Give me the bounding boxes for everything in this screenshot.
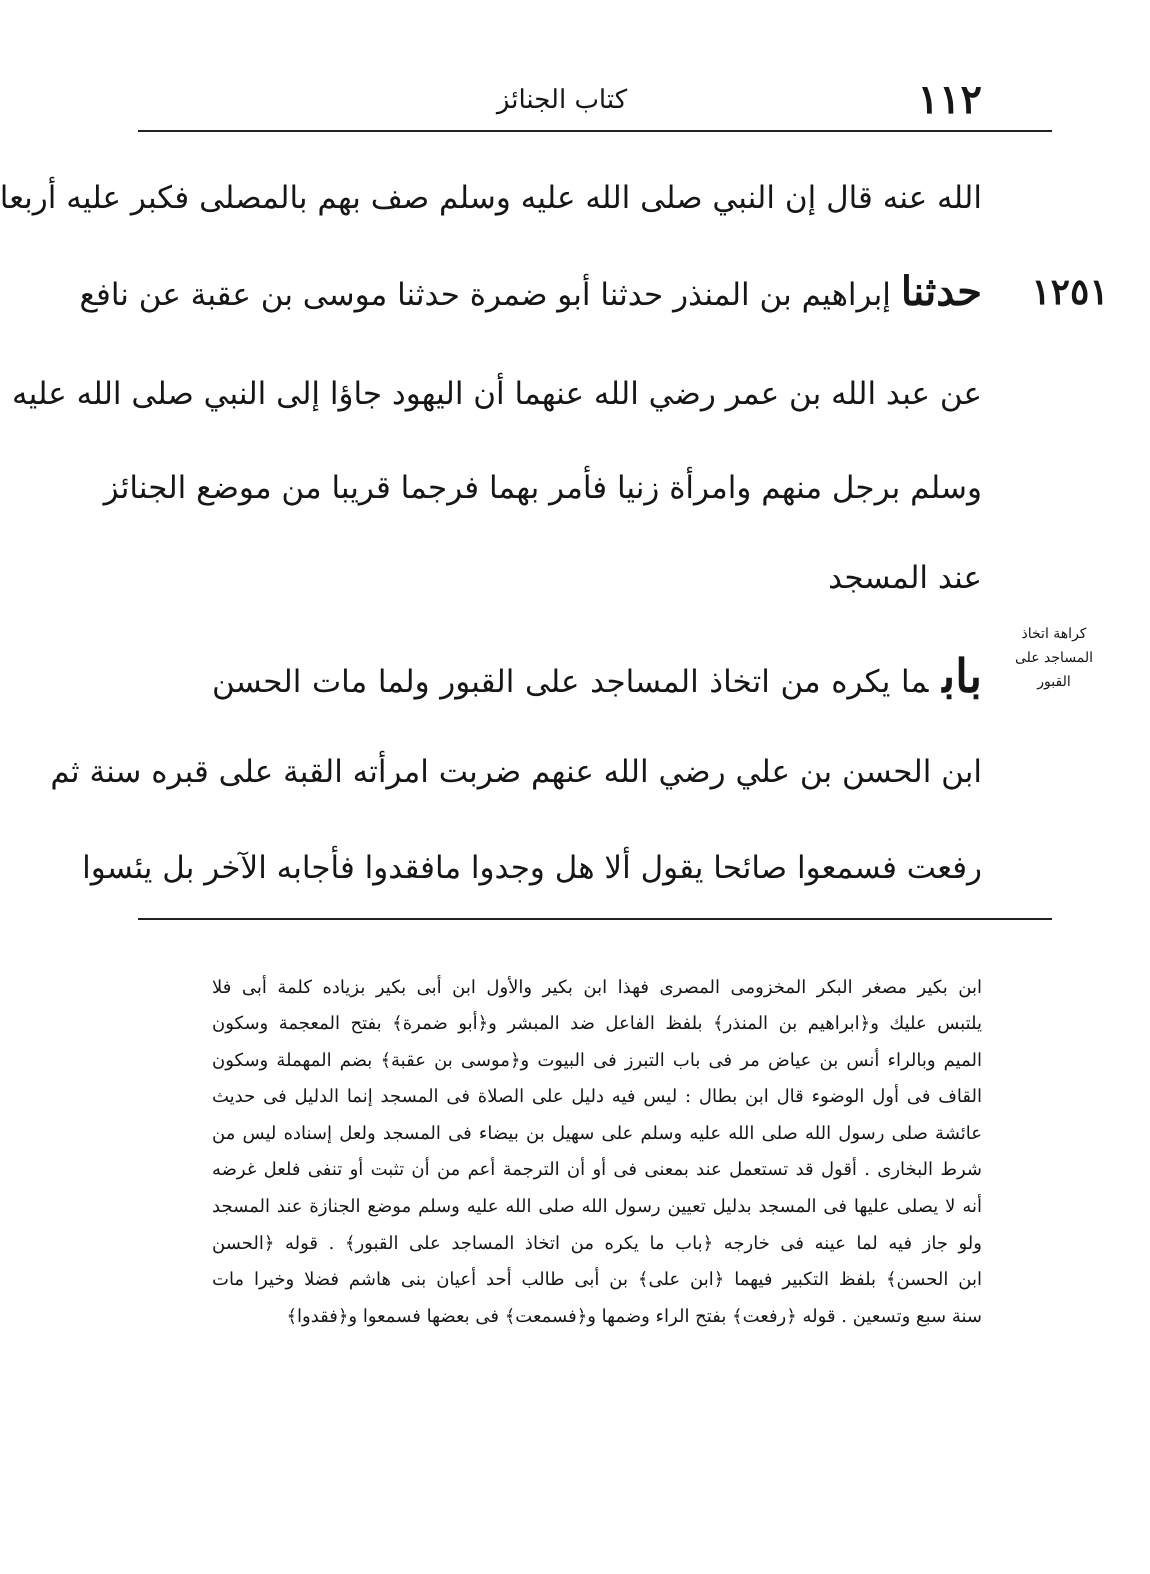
header-rule (138, 130, 1052, 132)
commentary-line: سنة سبع وتسعين . قوله ﴿رفعت﴾ بفتح الراء وضمها و﴿فسمعت﴾ فى بعضها فسمعوا و﴿فقدوا﴾ (286, 1306, 982, 1327)
commentary-line: أنه لا يصلى عليها فى المسجد بدليل تعيين رسول الله صلى الله عليه وسلم موضع الجنازة عند المسجد (212, 1196, 982, 1217)
commentary-line: القاف فى أول الوضوء قال ابن بطال : ليس فيه دليل على الصلاة فى المسجد إنما الدليل فى حديث (212, 1086, 982, 1107)
commentary-line: شرط البخارى . أقول قد تستعمل عند بمعنى فى أو أن الترجمة أعم من أن تثبت أو تنفى فلعل غرضه (212, 1159, 982, 1180)
main-text-line-1: الله عنه قال إن النبي صلى الله عليه وسلم صف بهم بالمصلى فكبر عليه أربعا (0, 180, 982, 216)
commentary-line: ولو جاز فيه لما عينه فى خارجه ﴿باب ما يكره من اتخاذ المساجد على القبور﴾ . قوله ﴿الحسن (212, 1233, 982, 1254)
margin-note-line-3: القبور (1037, 674, 1071, 690)
lead-word-haddathana: حدثنا (900, 268, 982, 315)
main-text-line-8: رفعت فسمعوا صائحا يقول ألا هل وجدوا مافقدوا فأجابه الآخر بل يئسوا (82, 850, 982, 886)
commentary-line: الميم وبالراء أنس بن عياض مر فى باب التبرز فى البيوت و﴿موسى بن عقبة﴾ بضم المهملة وسكون (212, 1050, 982, 1071)
commentary-line: ابن الحسن﴾ بلفظ التكبير فيهما ﴿ابن على﴾ بن أبى طالب أحد أعيان بنى هاشم فضلا وخيرا مات (212, 1269, 982, 1290)
margin-note-line-2: المساجد على (1014, 650, 1094, 666)
page-number: ١١٢ (917, 76, 982, 123)
bab-heading-word: باب (942, 649, 982, 703)
commentary-line: عائشة صلى رسول الله صلى الله عليه وسلم على سهيل بن بيضاء فى المسجد ولعل إسناده ليس من (212, 1123, 982, 1144)
main-text-line-6 (212, 649, 982, 704)
margin-note-line-1: كراهة اتخاذ (1021, 626, 1087, 642)
main-text-line-5: عند المسجد (828, 560, 982, 596)
main-text-line-2-body: إبراهيم بن المنذر حدثنا أبو ضمرة حدثنا موسى بن عقبة عن نافع (79, 277, 891, 313)
main-text-line-4: وسلم برجل منهم وامرأة زنيا فأمر بهما فرجما قريبا من موضع الجنائز (103, 470, 982, 506)
main-text-line-6-body: ما يكره من اتخاذ المساجد على القبور ولما مات الحسن (212, 664, 929, 700)
main-text-line-2 (79, 268, 982, 317)
margin-note (1010, 622, 1098, 694)
running-title: كتاب الجنائز (496, 85, 628, 115)
commentary-separator (138, 918, 1052, 920)
commentary-line: يلتبس عليك و﴿ابراهيم بن المنذر﴾ بلفظ الفاعل ضد المبشر و﴿أبو ضمرة﴾ بفتح المعجمة وسكون (212, 1013, 982, 1034)
main-text-line-3: عن عبد الله بن عمر رضي الله عنهما أن اليهود جاؤا إلى النبي صلى الله عليه (12, 376, 982, 412)
commentary-line: ابن بكير مصغر البكر المخزومى المصرى فهذا ابن بكير والأول ابن أبى بكير بزياده كلمة أبى فلا (212, 977, 982, 998)
hadith-number: ١٢٥١ (1031, 271, 1109, 313)
main-text-line-7: ابن الحسن بن علي رضي الله عنهم ضربت امرأته القبة على قبره سنة ثم (50, 754, 982, 790)
